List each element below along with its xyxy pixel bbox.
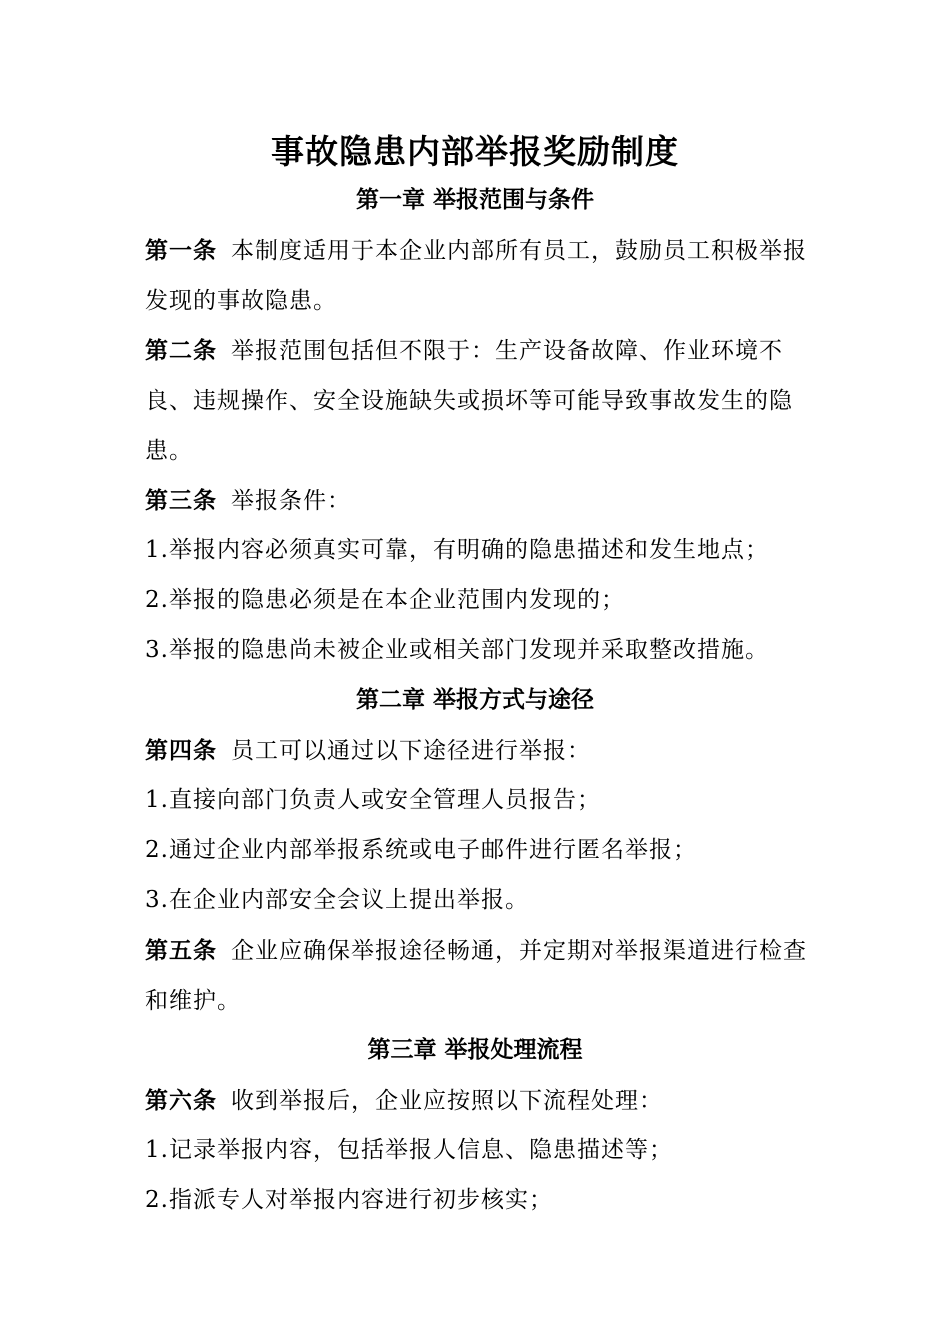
list-item: 3.举报的隐患尚未被企业或相关部门发现并采取整改措施。 <box>145 637 769 663</box>
article-text: 举报条件： <box>231 488 351 514</box>
chapter-heading: 第一章 举报范围与条件 <box>355 186 594 213</box>
article-label: 第五条 <box>145 937 217 964</box>
article-paragraph <box>145 1076 810 1126</box>
chapter-heading: 第二章 举报方式与途径 <box>355 686 594 713</box>
list-item: 1.举报内容必须真实可靠，有明确的隐患描述和发生地点； <box>145 537 769 563</box>
article-paragraph <box>145 226 810 326</box>
chapter-heading: 第三章 举报处理流程 <box>367 1036 583 1063</box>
list-item: 2.举报的隐患必须是在本企业范围内发现的； <box>145 587 625 613</box>
list-item: 1.直接向部门负责人或安全管理人员报告； <box>145 787 601 813</box>
article-text: 企业应确保举报途径畅通，并定期对举报渠道进行检查和维护。 <box>145 938 807 1014</box>
article-label: 第二条 <box>145 337 217 364</box>
article-label: 第一条 <box>145 237 217 264</box>
article-text: 本制度适用于本企业内部所有员工，鼓励员工积极举报发现的事故隐患。 <box>145 238 807 314</box>
article-paragraph <box>145 726 810 776</box>
list-item: 1.记录举报内容，包括举报人信息、隐患描述等； <box>145 1137 673 1163</box>
article-text: 收到举报后，企业应按照以下流程处理： <box>231 1088 663 1114</box>
list-item: 2.指派专人对举报内容进行初步核实； <box>145 1187 553 1213</box>
article-paragraph <box>145 476 810 526</box>
document-title: 事故隐患内部举报奖励制度 <box>271 132 679 171</box>
article-paragraph <box>145 326 810 476</box>
list-item: 3.在企业内部安全会议上提出举报。 <box>145 887 529 913</box>
article-label: 第六条 <box>145 1087 217 1114</box>
article-label: 第四条 <box>145 737 217 764</box>
article-label: 第三条 <box>145 487 217 514</box>
article-text: 员工可以通过以下途径进行举报： <box>231 738 591 764</box>
list-item: 2.通过企业内部举报系统或电子邮件进行匿名举报； <box>145 837 697 863</box>
article-paragraph <box>145 926 810 1026</box>
article-text: 举报范围包括但不限于：生产设备故障、作业环境不良、违规操作、安全设施缺失或损坏等可能导致事故发生的隐患。 <box>145 338 793 464</box>
